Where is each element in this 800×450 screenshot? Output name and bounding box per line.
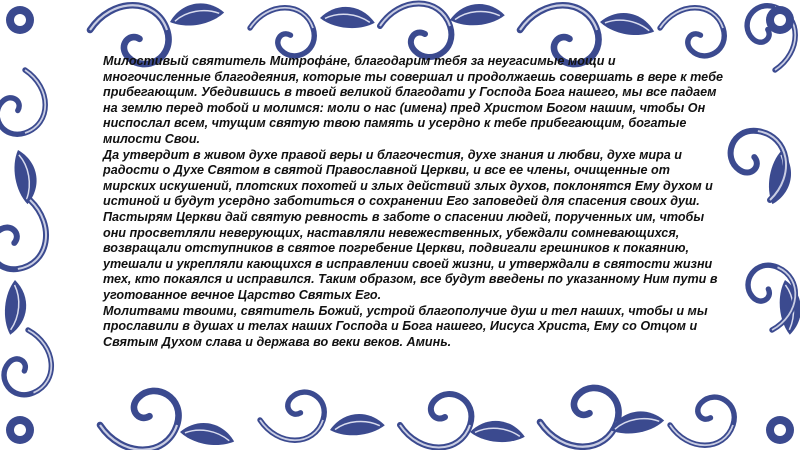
prayer-paragraph: Да утвердит в живом духе правой веры и благочестия, духе знания и любви, духе мира и радости о Духе Святом в святой Православной Церкви, и все ее члены, очищенные от мирских искушений, плотских похотей и злых действий злых духов, поклонятся Ему духом и истиной и будут усердно заботиться о сохранении Его заповедей для спасения своих душ. [103,147,713,209]
prayer-paragraph: Милостивый святитель Митрофа́не, благодарим тебя за неугасимые мощи и многочисленные благодеяния, которые ты совершал и продолжаешь совершать в вере к тебе прибегающим. Убедившись в твоей великой благодати у Господа Бога нашего, мы все падаем на землю перед тобой и молимся: моли о нас (имена) пред Христом Богом нашим, чтобы Он ниспослал всем, чтущим святую твою память и усердно к тебе прибегающим, богатые милости Свои. [103,54,724,146]
prayer-paragraph: Молитвами твоими, святитель Божий, устрой благополучие душ и тел наших, чтобы и мы прославили в душах и телах наших Господа и Бога нашего, Иисуса Христа, Ему со Отцом и Святым Духом слава и держава во веки веков. Аминь. [103,303,708,349]
prayer-paragraph: Пастырям Церкви дай святую ревность в заботе о спасении людей, порученных им, чтобы они просветляли неверующих, наставляли невежественных, убеждали сомневающихся, возвращали отступников в святое погребение Церкви, подвигали грешников к покаянию, утешали и укрепляли кающихся в исправлении своей жизни, и утверждали в святости жизни тех, кто покаялся и исправился. Таким образом, все будут введены по указанному Ним пути в уготованное вечное Царство Святых Его. [103,209,718,302]
prayer-text [103,54,725,350]
frame-left-ornament [0,70,54,396]
frame-bottom-ornament [100,388,734,450]
frame-right-ornament [727,6,800,336]
